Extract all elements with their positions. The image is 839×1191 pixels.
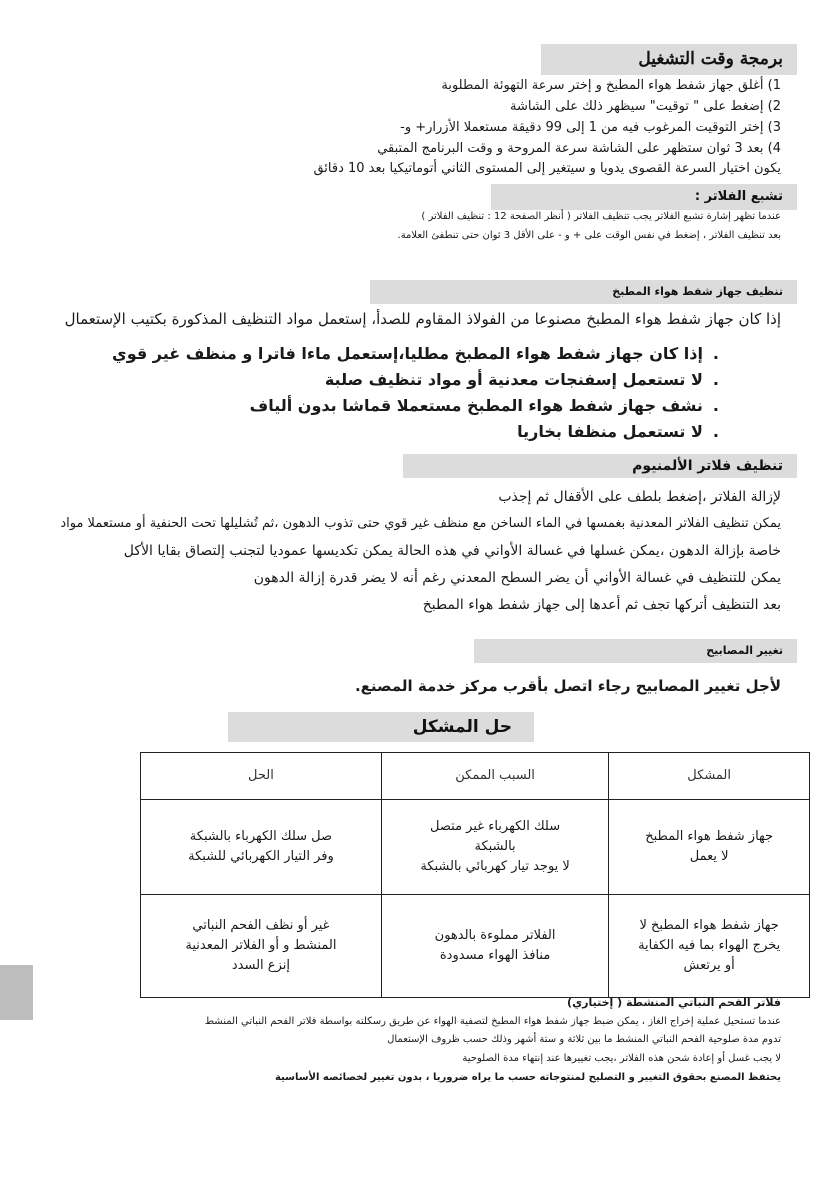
bullet-mark: . bbox=[712, 422, 719, 441]
timer-section-title: برمجة وقت التشغيل bbox=[541, 44, 797, 75]
cell-line: إنزع السدد bbox=[231, 958, 290, 974]
header-solution: الحل bbox=[141, 753, 382, 800]
cleaning-section-title: تنظيف جهاز شفط هواء المطبخ bbox=[370, 280, 797, 304]
aluminium-line-1: لإزالة الفلاتر ،إضغط بلطف على الأقفال ثم إجذب bbox=[498, 489, 781, 505]
cleaning-bullet bbox=[517, 422, 719, 441]
timer-step-4: 4) بعد 3 ثوان ستظهر على الشاشة سرعة المروحة و وقت البرنامج المتبقي bbox=[377, 141, 781, 156]
charcoal-title: فلاتر الفحم النباتي المنشطة ( إختياري) bbox=[567, 996, 781, 1009]
aluminium-section-title: تنظيف فلاتر الألمنيوم bbox=[403, 454, 797, 478]
timer-note: يكون اختيار السرعة القصوى يدويا و سيتغير إلى المستوى الثاني أتوماتيكيا بعد 10 دقائق bbox=[313, 161, 781, 176]
aluminium-line-4: يمكن للتنظيف في غسالة الأواني أن يضر السطح المعدني رغم أنه لا يضر قدرة إزالة الدهون bbox=[253, 570, 781, 586]
cleaning-bullet bbox=[250, 396, 719, 415]
aluminium-line-2: يمكن تنظيف الفلاتر المعدنية بغمسها في الماء الساخن مع منظف غير قوي حتى تذوب الدهون ،ثم تُشليلها تحت الحنفية أو مستعملا مواد bbox=[60, 516, 781, 531]
cell-line: صل سلك الكهرباء بالشبكة bbox=[189, 828, 333, 844]
solution-cell bbox=[141, 800, 382, 895]
cleaning-bullet bbox=[112, 344, 719, 363]
table-row bbox=[141, 895, 810, 998]
saturation-line-1: عندما تظهر إشارة تشبع الفلاتر يجب تنظيف الفلاتر ( أنظر الصفحة 12 : تنظيف الفلاتر ) bbox=[421, 211, 781, 222]
timer-step-2: 2) إضغط على " توقيت" سيظهر ذلك على الشاشة bbox=[509, 99, 781, 114]
cell-line: منافذ الهواء مسدودة bbox=[439, 948, 551, 963]
troubleshooting-table bbox=[140, 752, 810, 998]
cause-cell bbox=[381, 800, 608, 895]
lamps-section-title: تغيير المصابيح bbox=[474, 639, 797, 663]
cell-line: جهاز شفط هواء المطبخ bbox=[645, 828, 774, 844]
cell-line: غير أو نظف الفحم النباتي bbox=[192, 917, 330, 933]
bullet-text: نشف جهاز شفط هواء المطبخ مستعملا قماشا بدون ألياف bbox=[249, 396, 703, 415]
aluminium-line-5: بعد التنظيف أتركها تجف ثم أعدها إلى جهاز شفط هواء المطبخ bbox=[422, 597, 781, 613]
cell-line: وفر التيار الكهربائي للشبكة bbox=[188, 849, 334, 864]
problem-cell bbox=[609, 895, 810, 998]
cell-line: بالشبكة bbox=[474, 838, 516, 854]
cell-line: جهاز شفط هواء المطبخ لا bbox=[639, 917, 779, 933]
solution-cell bbox=[141, 895, 382, 998]
charcoal-disclaimer: يحتفظ المصنع بحقوق التغيير و التصليح لمنتوجاته حسب ما يراه ضروريا ، بدون تغيير لخصائصه الأساسية bbox=[274, 1072, 781, 1083]
cause-cell bbox=[381, 895, 608, 998]
cell-line: يخرج الهواء بما فيه الكفاية bbox=[638, 937, 781, 953]
cell-line: المنشط و أو الفلاتر المعدنية bbox=[185, 937, 337, 953]
timer-step-1: 1) أغلق جهاز شفط هواء المطبخ و إختر سرعة التهوئة المطلوبة bbox=[441, 78, 781, 93]
table-row bbox=[141, 800, 810, 895]
cell-line: سلك الكهرباء غير متصل bbox=[430, 818, 561, 834]
cleaning-bullet bbox=[325, 370, 719, 389]
bullet-text: لا تستعمل منظفا بخاريا bbox=[517, 422, 703, 441]
saturation-line-2: بعد تنظيف الفلاتر ، إضغط في نفس الوقت على + و - على الأقل 3 ثوان حتى تنطفئ العلامة. bbox=[397, 230, 781, 241]
timer-step-3: 3) إختر التوقيت المرغوب فيه من 1 إلى 99 دقيقة مستعملا الأزرار+ و- bbox=[400, 120, 781, 135]
charcoal-line-3: لا يجب غسل أو إعادة شحن هذه الفلاتر ،يجب تغييرها عند إنتهاء مدة الصلوحية bbox=[462, 1053, 781, 1064]
aluminium-line-3: خاصة بإزالة الدهون ،يمكن غسلها في غسالة الأواني في هذه الحالة يمكن تكديسها عموديا لتجنب إلتصاق بقايا الأكل bbox=[123, 543, 781, 559]
cell-line: أو يرتعش bbox=[683, 958, 735, 974]
troubleshooting-title: حل المشكل bbox=[228, 712, 534, 742]
problem-cell bbox=[609, 800, 810, 895]
charcoal-line-1: عندما تستحيل عملية إخراج الغاز ، يمكن ضبط جهاز شفط هواء المطبخ لتصفية الهواء عن طريق رسكلته بواسطة فلاتر الفحم النباتي المنشط bbox=[204, 1016, 781, 1027]
bullet-mark: . bbox=[712, 344, 719, 363]
header-problem: المشكل bbox=[609, 753, 810, 800]
table-header-row bbox=[141, 753, 810, 800]
header-cause: السبب الممكن bbox=[381, 753, 608, 800]
cleaning-intro: إذا كان جهاز شفط هواء المطبخ مصنوعا من الفولاذ المقاوم للصدأ، إستعمل مواد التنظيف المذكورة بكتيب الإستعمال bbox=[64, 310, 781, 328]
cell-line: لا يوجد تيار كهربائي بالشبكة bbox=[420, 859, 570, 875]
bullet-mark: . bbox=[712, 396, 719, 415]
bullet-text: إذا كان جهاز شفط هواء المطبخ مطليا،إستعمل ماءا فاترا و منظف غير قوي bbox=[112, 344, 703, 363]
charcoal-line-2: تدوم مدة صلوحية الفحم النباتي المنشط ما بين ثلاثة و ستة أشهر وذلك حسب ظروف الإستعمال bbox=[387, 1034, 781, 1045]
saturation-section-title: تشبع الفلاتر : bbox=[491, 184, 797, 210]
bullet-text: لا تستعمل إسفنجات معدنية أو مواد تنظيف صلبة bbox=[324, 370, 703, 389]
cell-line: لا يعمل bbox=[689, 849, 729, 864]
lamps-text: لأجل تغيير المصابيح رجاء اتصل بأقرب مركز خدمة المصنع. bbox=[354, 677, 781, 695]
bullet-mark: . bbox=[712, 370, 719, 389]
page-edge-tab bbox=[0, 965, 33, 1020]
cell-line: الفلاتر مملوءة بالدهون bbox=[434, 927, 556, 943]
